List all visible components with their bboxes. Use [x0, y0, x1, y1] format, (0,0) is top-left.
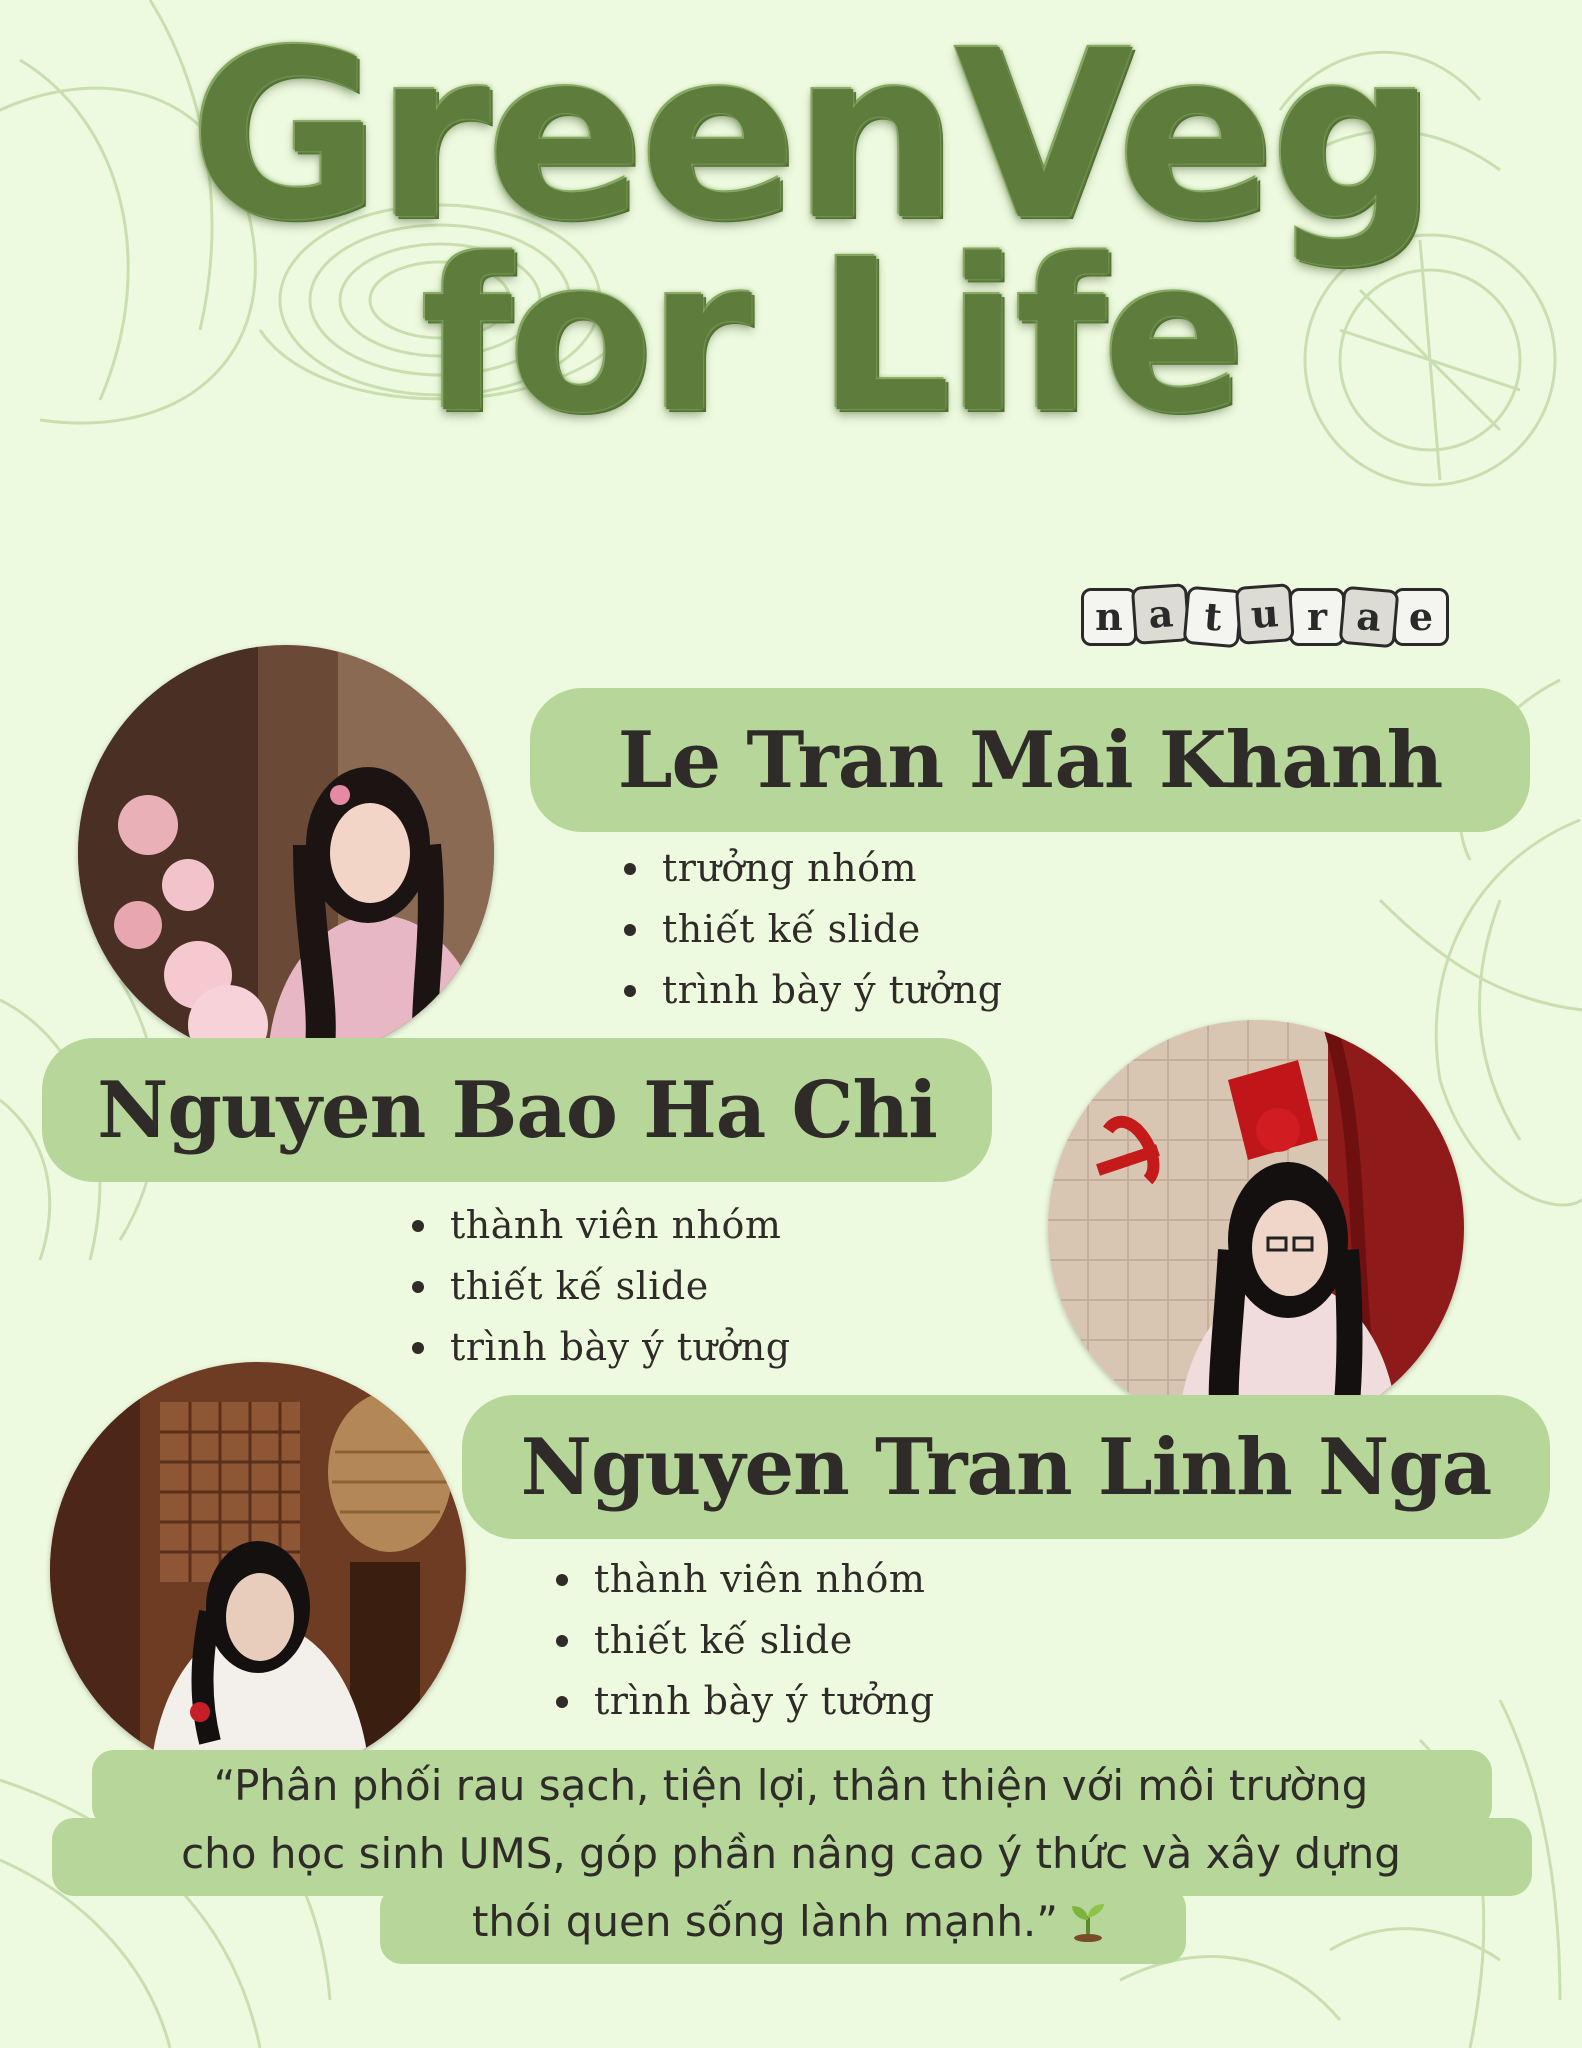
member-photo-nga — [50, 1362, 466, 1778]
member-photo-chi — [1048, 1020, 1464, 1436]
bullet-icon — [624, 985, 636, 997]
role-text: thiết kế slide — [450, 1264, 709, 1308]
quote-line-2: cho học sinh UMS, góp phần nâng cao ý thức và xây dựng — [181, 1829, 1401, 1878]
bullet-icon — [412, 1220, 424, 1232]
bullet-icon — [624, 863, 636, 875]
member-name-chi — [42, 1038, 992, 1182]
title-greenveg: GreenVeg — [189, 1, 1433, 271]
role-item — [412, 1256, 791, 1317]
member-name-text: Nguyen Tran Linh Nga — [520, 1421, 1492, 1513]
role-item — [556, 1610, 935, 1671]
role-item — [624, 960, 1003, 1021]
member-roles-khanh — [624, 838, 1003, 1021]
member-photo-khanh — [78, 645, 494, 1061]
bullet-icon — [556, 1574, 568, 1586]
badge-letter: t — [1183, 586, 1244, 649]
role-text: trình bày ý tưởng — [450, 1325, 791, 1369]
role-text: thành viên nhóm — [594, 1557, 926, 1601]
member-name-khanh — [530, 688, 1530, 832]
role-text: thành viên nhóm — [450, 1203, 782, 1247]
bullet-icon — [412, 1281, 424, 1293]
role-item — [412, 1195, 791, 1256]
title-for-life: for Life — [421, 214, 1241, 459]
naturae-badge — [1085, 588, 1449, 646]
bullet-icon — [624, 924, 636, 936]
badge-letter: a — [1131, 583, 1191, 645]
mission-quote — [40, 1752, 1542, 1956]
role-item — [624, 838, 1003, 899]
poster-title — [0, 1, 1582, 459]
role-item — [624, 899, 1003, 960]
member-name-text: Le Tran Mai Khanh — [617, 714, 1443, 806]
role-item — [412, 1317, 791, 1378]
member-name-nga — [462, 1395, 1550, 1539]
bullet-icon — [556, 1635, 568, 1647]
role-text: thiết kế slide — [662, 907, 921, 951]
badge-letter: a — [1339, 586, 1400, 649]
member-roles-chi — [412, 1195, 791, 1378]
badge-letter: u — [1235, 583, 1295, 645]
bullet-icon — [556, 1696, 568, 1708]
bullet-icon — [412, 1342, 424, 1354]
quote-line-3 — [40, 1888, 1542, 1956]
role-item — [556, 1549, 935, 1610]
badge-letter: e — [1393, 588, 1449, 646]
member-name-text: Nguyen Bao Ha Chi — [97, 1064, 937, 1156]
quote-line-1: “Phân phối rau sạch, tiện lợi, thân thiện với môi trường — [213, 1761, 1369, 1810]
badge-letter: n — [1081, 588, 1137, 646]
sprout-icon — [1066, 1898, 1110, 1942]
quote-line-3-text: thói quen sống lành mạnh.” — [471, 1897, 1059, 1946]
role-item — [556, 1671, 935, 1732]
badge-letter: r — [1289, 588, 1345, 646]
role-text: trình bày ý tưởng — [662, 968, 1003, 1012]
role-text: thiết kế slide — [594, 1618, 853, 1662]
member-roles-nga — [556, 1549, 935, 1732]
role-text: trình bày ý tưởng — [594, 1679, 935, 1723]
role-text: trưởng nhóm — [662, 846, 918, 890]
